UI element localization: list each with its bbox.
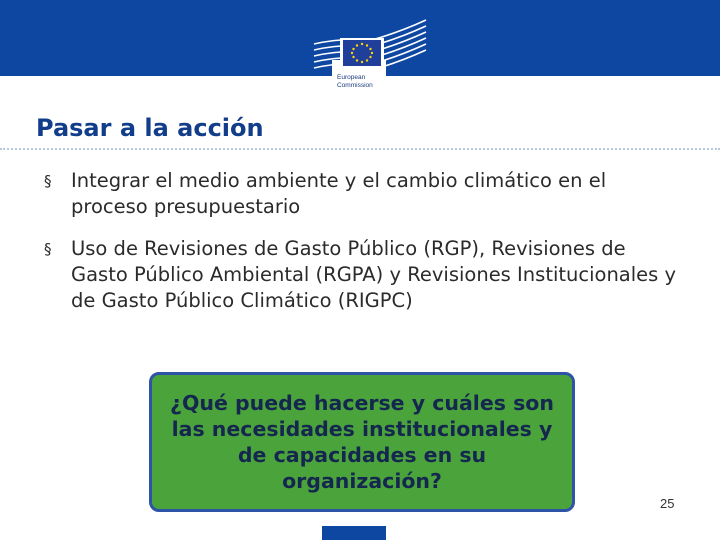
question-callout	[149, 372, 575, 512]
footer-tab	[322, 526, 386, 540]
logo-caption	[337, 74, 397, 90]
bullet-marker: §	[44, 240, 52, 258]
bullet-list	[44, 168, 684, 330]
callout-text: ¿Qué puede hacerse y cuáles son las necesidades institucionales y de capacidades en su organización?	[170, 391, 554, 493]
slide-title: Pasar a la acción	[36, 114, 264, 142]
bullet-marker: §	[44, 172, 52, 190]
bullet-item	[44, 236, 684, 314]
page-number: 25	[660, 496, 675, 511]
eu-flag-building-icon	[310, 14, 430, 76]
bullet-item	[44, 168, 684, 220]
bullet-text: Uso de Revisiones de Gasto Público (RGP), Revisiones de Gasto Público Ambiental (RGPA) y Revisiones Institucionales y de Gasto Público Climático (RIGPC)	[71, 237, 677, 312]
logo-line-1: European	[337, 74, 366, 81]
bullet-text: Integrar el medio ambiente y el cambio climático en el proceso presupuestario	[71, 169, 607, 218]
logo-line-2: Commission	[337, 82, 373, 89]
title-divider	[0, 148, 720, 150]
